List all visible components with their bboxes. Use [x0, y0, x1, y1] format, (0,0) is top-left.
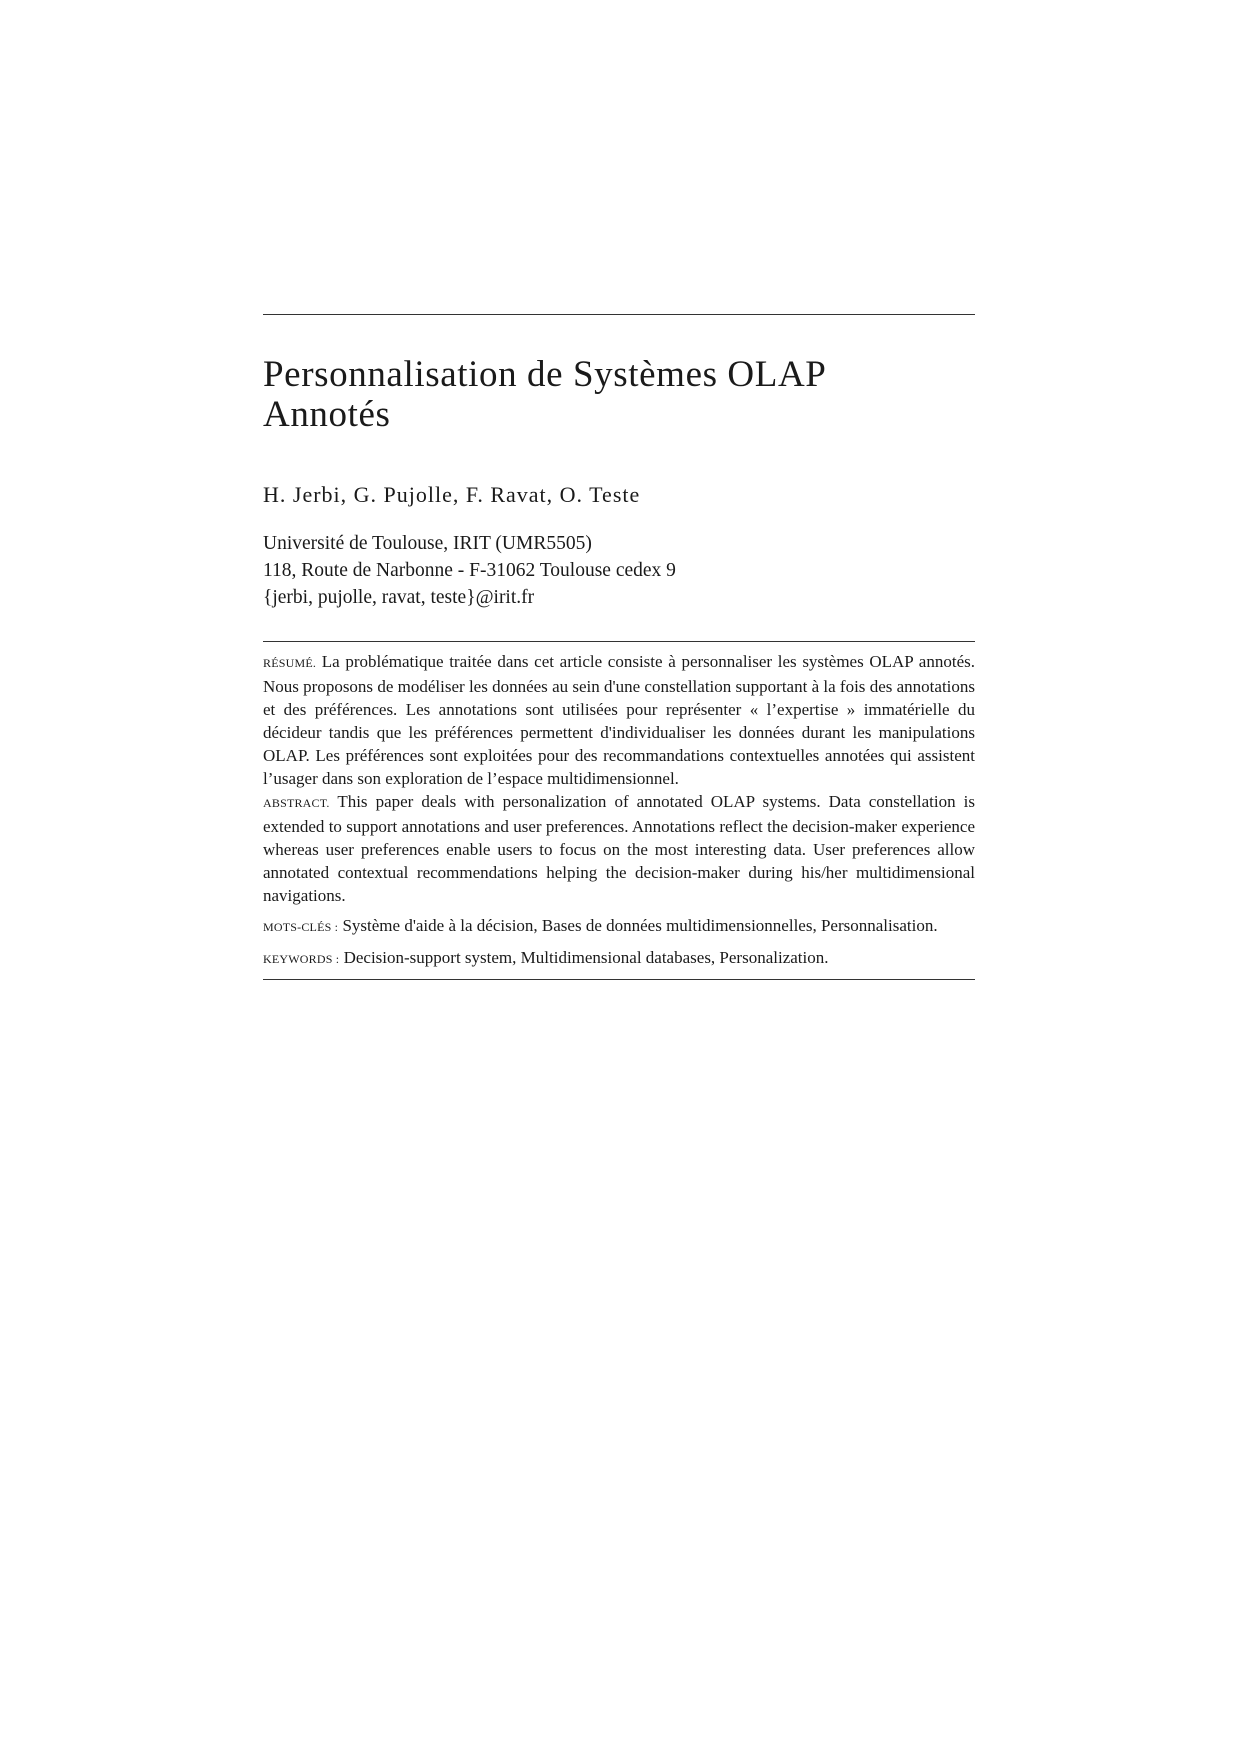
abstract-text: This paper deals with personalization of annotated OLAP systems. Data constellation is extended to support annotations and user preferences. Annotations reflect the decision-maker experience whereas user preferences enable users to focus on the most interesting data. User preferences allow annotated contextual recommendations helping the decision-maker during his/her multidimensional navigations. — [263, 792, 975, 905]
abstract-block — [263, 641, 975, 980]
mots-cles-text: Système d'aide à la décision, Bases de données multidimensionnelles, Personnalisation. — [342, 916, 938, 935]
keywords-label: KEYWORDS : — [263, 952, 340, 966]
title-block — [263, 314, 975, 611]
title-line-1: Personnalisation de Systèmes OLAP — [263, 354, 827, 395]
affiliation — [263, 530, 975, 611]
abstract-bottom-rule — [263, 979, 975, 980]
affiliation-emails: {jerbi, pujolle, ravat, teste}@irit.fr — [263, 587, 535, 608]
authors: H. Jerbi, G. Pujolle, F. Ravat, O. Teste — [263, 482, 641, 507]
mots-cles-paragraph — [263, 914, 975, 939]
keywords-text: Decision-support system, Multidimensional databases, Personalization. — [343, 948, 829, 967]
resume-label: RÉSUMÉ. — [263, 656, 317, 670]
title-line-2: Annotés — [263, 394, 391, 435]
resume-paragraph — [263, 650, 975, 790]
abstract-paragraph — [263, 790, 975, 907]
affiliation-institution: Université de Toulouse, IRIT (UMR5505) — [263, 533, 592, 554]
mots-cles-label: MOTS-CLÉS : — [263, 920, 339, 934]
abstract-top-rule — [263, 641, 975, 642]
top-rule — [263, 314, 975, 315]
keywords-paragraph — [263, 946, 975, 971]
affiliation-address: 118, Route de Narbonne - F-31062 Toulouse cedex 9 — [263, 560, 676, 581]
resume-text: La problématique traitée dans cet article consiste à personnaliser les systèmes OLAP annotés. Nous proposons de modéliser les données au sein d'une constellation supportant à la fois des annotations et des préférences. Les annotations sont utilisées pour représenter « l’expertise » immatérielle du décideur tandis que les préférences permettent d'individualiser les données durant les manipulations OLAP. Les préférences sont exploitées pour des recommandations contextuelles annotées qui assistent l’usager dans son exploration de l’espace multidimensionnel. — [263, 652, 975, 788]
abstract-label: ABSTRACT. — [263, 796, 330, 810]
paper-title — [263, 355, 975, 435]
